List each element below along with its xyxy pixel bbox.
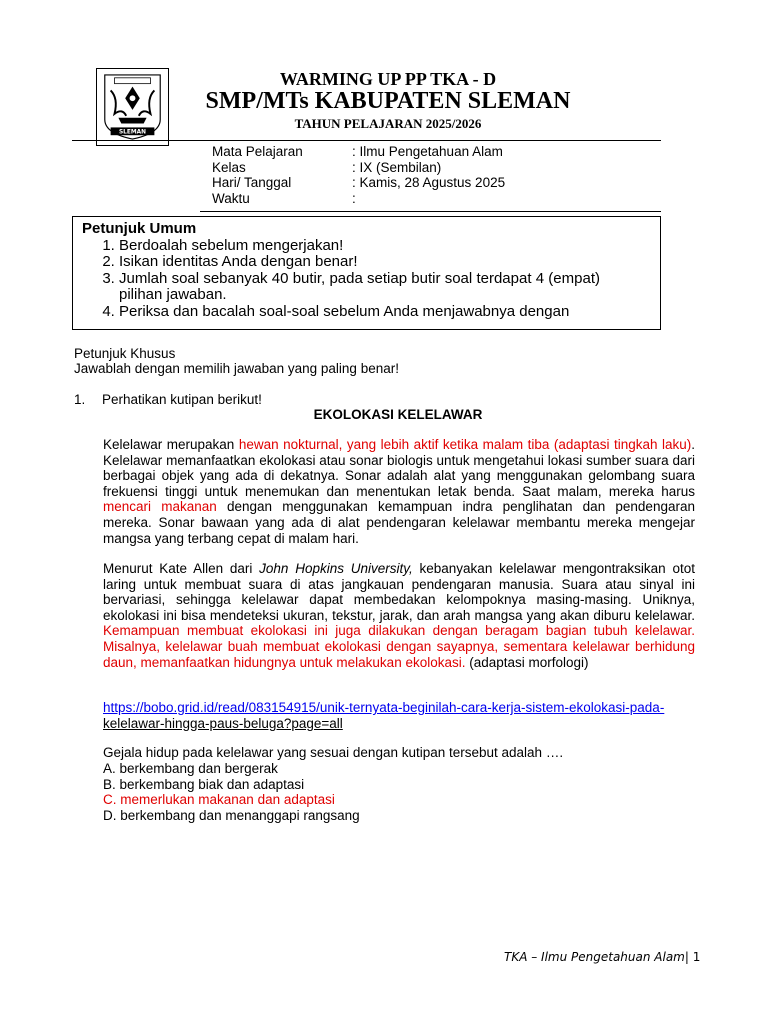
- info-label: Hari/ Tanggal: [212, 175, 292, 190]
- academic-year: TAHUN PELAJARAN 2025/2026: [294, 116, 482, 131]
- school-title: SMP/MTs KABUPATEN SLEMAN: [205, 88, 571, 114]
- info-value: : Ilmu Pengetahuan Alam: [352, 144, 503, 159]
- footer-text: TKA – Ilmu Pengetahuan Alam: [504, 950, 685, 964]
- info-value: : IX (Sembilan): [352, 159, 442, 175]
- text-run: kebanyakan kelelawar mengontraksikan otot laring untuk membuat suara di atas jangkauan pendengaran manusia. Suara atau sinyal ini bervariasi, sehingga kelelawar dapat membedakan kelompoknya masing-masing. Uniknya, ekolokasi ini bisa mendeteksi ukuran, tekstur, jarak, dan arah mangsa yang akan diburu kelelawar.: [103, 561, 695, 623]
- article-paragraph-1: [103, 437, 695, 546]
- text-run: . Kelelawar memanfaatkan ekolokasi atau sonar biologis untuk mengetahui lokasi sumber suara dari berbagai objek yang ada di dekatnya. Sonar adalah alat yang menggunakan gelombang suara frekuensi tinggi untuk menemukan dan menentukan letak benda. Saat malam, mereka harus: [103, 437, 695, 499]
- question-intro: Perhatikan kutipan berikut!: [102, 392, 262, 407]
- info-row-class: [212, 160, 505, 176]
- general-instructions-list: [82, 238, 660, 321]
- instruction-item: 3. Jumlah soal sebanyak 40 butir, pada setiap butir soal terdapat 4 (empat) pilihan jawaban.: [119, 271, 660, 304]
- highlight-run: mencari makanan: [103, 499, 217, 515]
- page-footer: [504, 950, 700, 964]
- highlight-run: Kemampuan membuat ekolokasi ini juga dilakukan dengan beragam bagian tubuh kelelawar. Misalnya, kelelawar buah membuat ekolokasi dengan sayapnya, sementara kelelawar berhidung daun, memanfaatkan hidungnya untuk melakukan ekolokasi.: [103, 623, 695, 670]
- info-label: Mata Pelajaran: [212, 144, 303, 159]
- text-run: Kelelawar merupakan: [103, 437, 239, 452]
- exam-title: WARMING UP PP TKA - D: [279, 69, 497, 89]
- text-run: Menurut Kate Allen dari: [103, 561, 260, 576]
- instruction-item: 1. Berdoalah sebelum mengerjakan!: [119, 238, 660, 255]
- highlight-run: hewan nokturnal, yang lebih aktif ketika malam tiba (adaptasi tingkah laku): [238, 437, 692, 452]
- option-a[interactable]: A. berkembang dan bergerak: [103, 761, 278, 776]
- source-link-line-2[interactable]: kelelawar-hingga-paus-beluga?page=all: [103, 715, 343, 731]
- header-divider: [72, 140, 661, 141]
- info-label: Waktu: [212, 190, 250, 206]
- info-row-time: [212, 191, 505, 207]
- instruction-item: 2. Isikan identitas Anda dengan benar!: [119, 254, 660, 271]
- exam-info: [212, 144, 505, 206]
- answer-options: [103, 761, 360, 823]
- info-row-subject: [212, 144, 505, 160]
- specific-instructions-text: Jawablah dengan memilih jawaban yang paling benar!: [74, 361, 399, 376]
- info-value: :: [352, 190, 356, 206]
- article-paragraph-2: [103, 561, 695, 670]
- question-number: 1.: [74, 392, 86, 407]
- page-number: 1: [692, 950, 701, 964]
- option-c[interactable]: C. memerlukan makanan dan adaptasi: [103, 792, 335, 808]
- option-b[interactable]: B. berkembang biak dan adaptasi: [103, 776, 305, 792]
- text-run: (adaptasi morfologi): [465, 654, 589, 670]
- general-instructions-title: Petunjuk Umum: [82, 220, 197, 237]
- option-d[interactable]: D. berkembang dan menanggapi rangsang: [103, 807, 360, 823]
- source-link[interactable]: [103, 700, 664, 731]
- svg-text:SLEMAN: SLEMAN: [118, 129, 147, 136]
- general-instructions-box: [72, 216, 661, 330]
- text-run: dengan menggunakan kemampuan indra penglihatan dan pendengaran mereka. Sonar bawaan yang ada di alat pendengaran kelelawar membantu mereka mengejar mangsa yang terbang cepat di malam hari.: [103, 499, 695, 546]
- info-label: Kelas: [212, 159, 246, 175]
- italic-run: John Hopkins University,: [259, 561, 413, 576]
- source-link-line-1[interactable]: https://bobo.grid.id/read/083154915/unik-ternyata-beginilah-cara-kerja-sistem-ekolokasi-pada-: [103, 700, 665, 715]
- info-value: : Kamis, 28 Agustus 2025: [352, 175, 506, 190]
- instruction-item: 4. Periksa dan bacalah soal-soal sebelum Anda menjawabnya dengan: [119, 304, 660, 321]
- article-title: EKOLOKASI KELELAWAR: [313, 407, 483, 422]
- info-row-date: [212, 175, 505, 191]
- info-divider: [200, 211, 661, 212]
- sleman-logo: [96, 68, 169, 146]
- question-stem: Gejala hidup pada kelelawar yang sesuai dengan kutipan tersebut adalah ….: [103, 745, 564, 760]
- specific-instructions-title: Petunjuk Khusus: [74, 346, 176, 361]
- footer-separator: |: [684, 950, 693, 964]
- sleman-emblem-icon: [97, 69, 168, 145]
